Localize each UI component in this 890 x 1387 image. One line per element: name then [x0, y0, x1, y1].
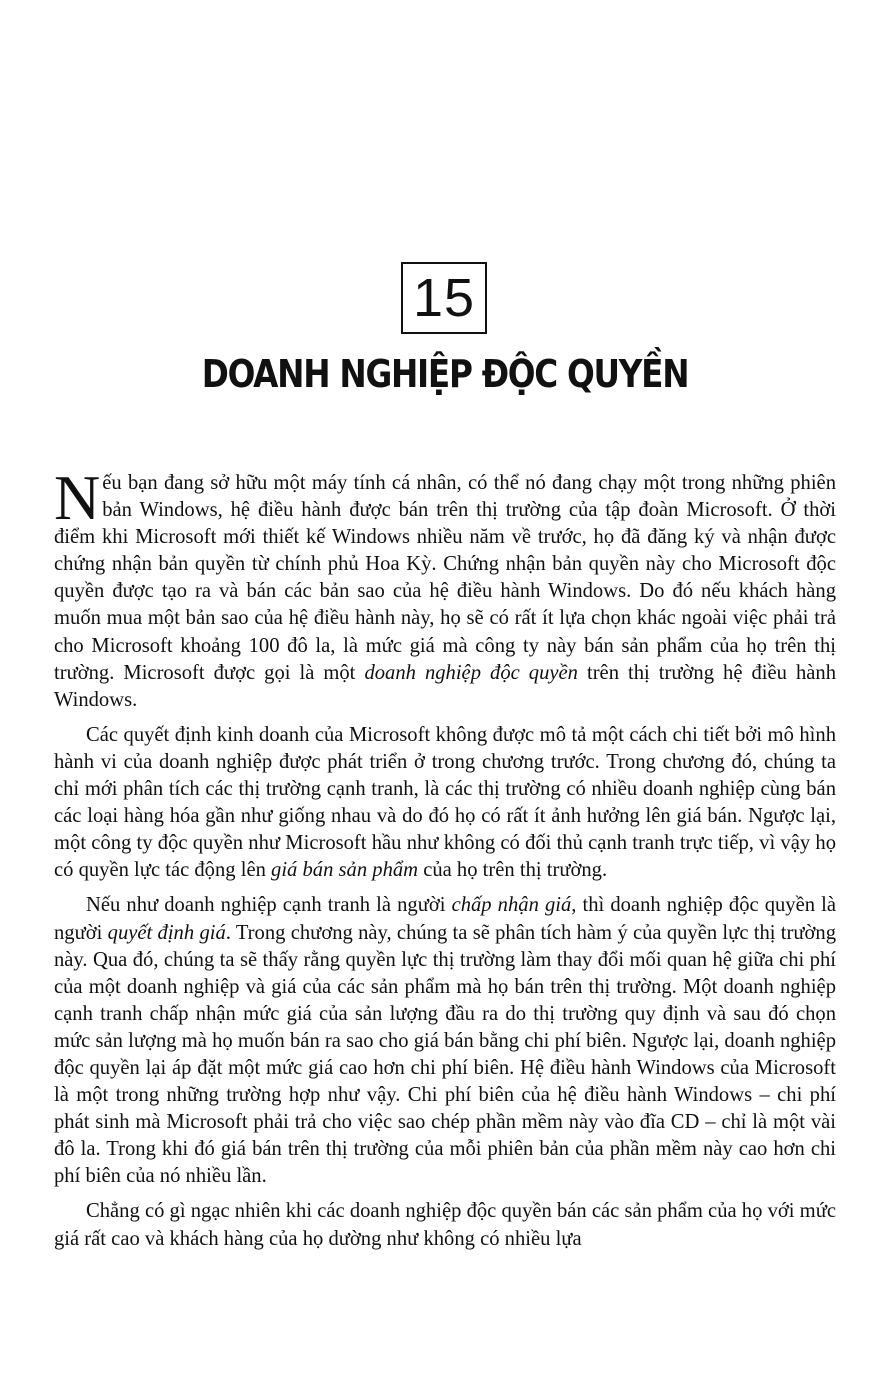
- drop-cap: N: [54, 462, 101, 533]
- text-segment: . Trong chương này, chúng ta sẽ phân tích hàm ý của quyền lực thị trường này. Qua đó, chúng ta sẽ thấy rằng quyền lực thị trường làm thay đổi mối quan hệ giữa chi phí của một doanh nghiệp và giá của các sản phẩm mà họ bán trên thị trường. Một doanh nghiệp cạnh tranh chấp nhận mức giá của sản lượng đầu ra do thị trường quy định và sau đó chọn mức sản lượng mà họ muốn bán ra sao cho giá bán bằng chi phí biên. Ngược lại, doanh nghiệp độc quyền lại áp đặt một mức giá cao hơn chi phí biên. Hệ điều hành Windows của Microsoft là một trong những trường hợp như vậy. Chi phí biên của hệ điều hành Windows – chi phí phát sinh mà Microsoft phải trả cho việc sao chép phần mềm này vào đĩa CD – chỉ là một vài đô la. Trong khi đó giá bán trên thị trường của mỗi phiên bản của phần mềm này cao hơn chi phí biên của nó nhiều lần.: [54, 921, 837, 1188]
- paragraph: [54, 892, 836, 1190]
- paragraph: [54, 1198, 836, 1252]
- text-segment: trên thị trường hệ điều hành Windows.: [54, 661, 836, 711]
- paragraph: [54, 722, 836, 885]
- text-segment: Các quyết định kinh doanh của Microsoft không được mô tả một cách chi tiết bởi mô hình hành vi của doanh nghiệp được phát triển ở trong chương trước. Trong chương đó, chúng ta chỉ mới phân tích các thị trường cạnh tranh, là các thị trường có nhiều doanh nghiệp cùng bán các loại hàng hóa gần như giống nhau và do đó họ có rất ít ảnh hưởng lên giá bán. Ngược lại, một công ty độc quyền như Microsoft hầu như không có đối thủ cạnh tranh trực tiếp, vì vậy họ có quyền lực tác động lên: [54, 723, 836, 882]
- text-segment: , thì doanh nghiệp độc quyền là người: [54, 894, 836, 944]
- chapter-number: 15: [401, 262, 487, 334]
- text-segment: của họ trên thị trường.: [418, 859, 608, 882]
- italic-term: giá bán sản phẩm: [271, 859, 419, 882]
- italic-term: chấp nhận giá: [451, 894, 572, 917]
- body-text: [54, 462, 837, 1261]
- text-segment: Nếu như doanh nghiệp cạnh tranh là người: [86, 894, 452, 917]
- italic-term: doanh nghiệp độc quyền: [364, 661, 578, 684]
- italic-term: quyết định giá: [107, 921, 226, 944]
- text-segment: ếu bạn đang sở hữu một máy tính cá nhân, có thể nó đang chạy một trong những phiên bản Windows, hệ điều hành được bán trên thị trường của tập đoàn Microsoft. Ở thời điểm khi Microsoft mới thiết kế Windows nhiều năm về trước, họ đã đăng ký và nhận được chứng nhận bản quyền từ chính phủ Hoa Kỳ. Chứng nhận bản quyền này cho Microsoft độc quyền được tạo ra và bán các bản sao của hệ điều hành Windows. Do đó nếu khách hàng muốn mua một bản sao của hệ điều hành này, họ sẽ có rất ít lựa chọn khác ngoài việc phải trả cho Microsoft khoảng 100 đô la, là mức giá mà công ty này bán sản phẩm của họ trên thị trường. Microsoft được gọi là một: [54, 472, 836, 684]
- paragraph: [54, 462, 836, 714]
- text-segment: Chẳng có gì ngạc nhiên khi các doanh nghiệp độc quyền bán các sản phẩm của họ với mức giá rất cao và khách hàng của họ dường như không có nhiều lựa: [54, 1200, 836, 1250]
- chapter-title: DOANH NGHIỆP ĐỘC QUYỀN: [201, 352, 689, 396]
